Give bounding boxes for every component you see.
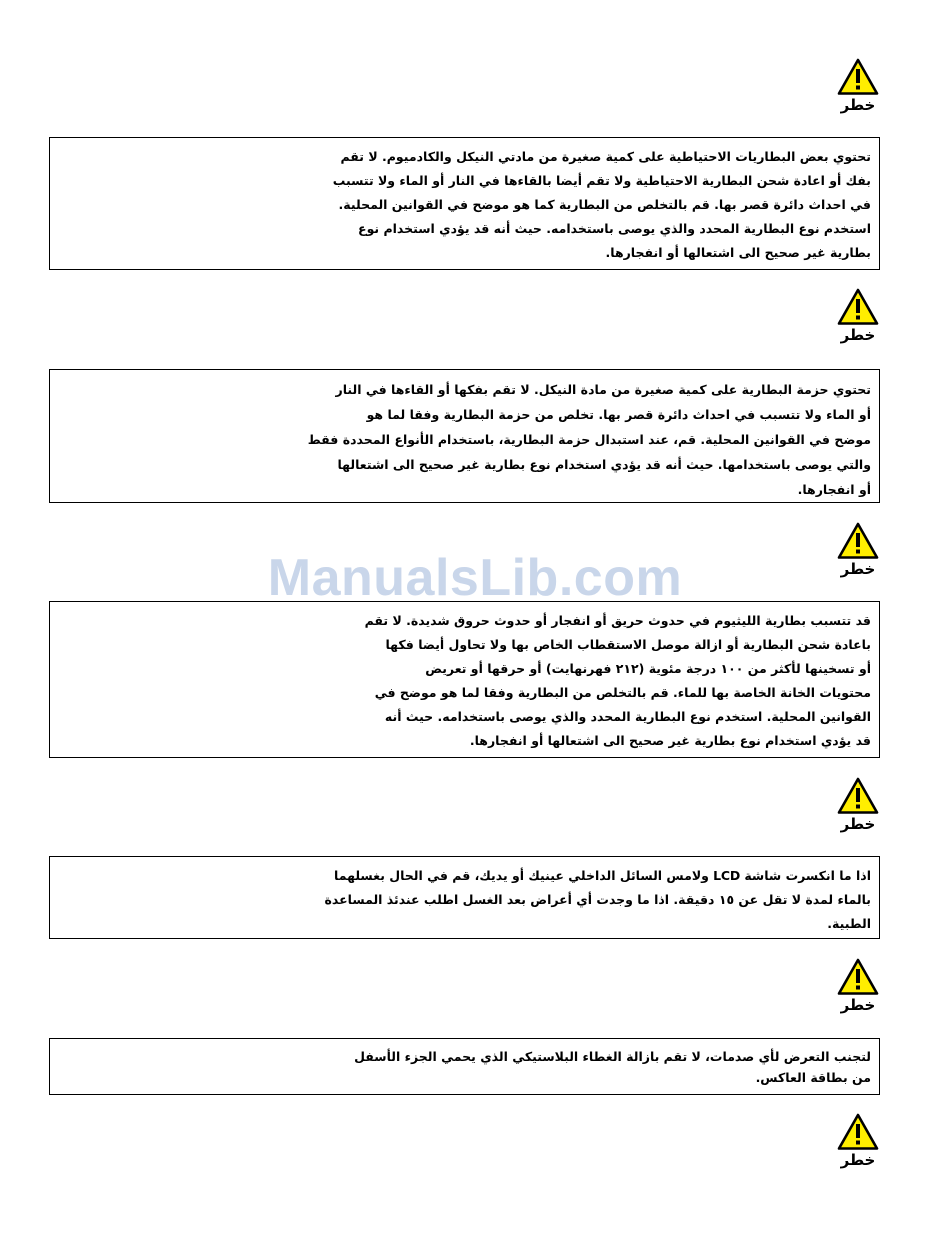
warning-triangle-icon [837, 288, 879, 326]
danger-label: خطر [840, 96, 876, 114]
notice-box-1 [49, 137, 880, 270]
notice-line: قد يؤدي استخدام نوع بطارية غير صحيح الى اشتعالها أو انفجارها. [469, 733, 871, 748]
notice-line: أو الماء ولا تتسبب في احداث دائرة قصر بها. تخلص من حزمة البطارية وفقا لما هو [366, 407, 871, 422]
notice-line: تحتوي حزمة البطارية على كمية صغيرة من مادة النيكل. لا تقم بفكها أو القاءها في النار [335, 382, 871, 397]
danger-warning-3 [836, 522, 880, 577]
notice-line: اذا ما انكسرت شاشة LCD ولامس السائل الداخلي عينيك أو يديك، قم في الحال بغسلهما [334, 868, 871, 883]
danger-label: خطر [840, 560, 876, 578]
notice-line: الطبية. [827, 916, 871, 931]
notice-box-2 [49, 369, 880, 503]
notice-line: استخدم نوع البطارية المحدد والذي يوصى باستخدامه. حيث أنه قد يؤدي استخدام نوع [358, 221, 871, 236]
danger-warning-1 [836, 58, 880, 113]
notice-line: تحتوي بعض البطاريات الاحتياطية على كمية صغيرة من مادتي النيكل والكادميوم. لا تقم [340, 149, 871, 164]
notice-line: بفك أو اعادة شحن البطارية الاحتياطية ولا تقم أيضا بالقاءها في النار أو الماء ولا تتسبب [332, 173, 871, 188]
notice-line: موضح في القوانين المحلية. قم، عند استبدال حزمة البطارية، باستخدام الأنواع المحددة فقط [307, 432, 871, 447]
danger-warning-2 [836, 288, 880, 343]
notice-line: قد تتسبب بطارية الليثيوم في حدوث حريق أو انفجار أو حدوث حروق شديدة. لا تقم [364, 613, 871, 628]
notice-line: باعادة شحن البطارية أو ازالة موصل الاستقطاب الخاص بها ولا تحاول أيضا فكها [385, 637, 871, 652]
warning-triangle-icon [837, 958, 879, 996]
danger-label: خطر [840, 1151, 876, 1169]
notice-line: محتويات الخانة الخاصة بها للماء. قم بالتخلص من البطارية وفقا لما هو موضح في [374, 685, 871, 700]
danger-warning-5 [836, 958, 880, 1013]
notice-line: لتجنب التعرض لأي صدمات، لا تقم بازالة الغطاء البلاستيكي الذي يحمي الجزء الأسفل [354, 1049, 871, 1064]
notice-box-3 [49, 601, 880, 758]
notice-line: القوانين المحلية. استخدم نوع البطارية المحدد والذي يوصى باستخدامه. حيث أنه [384, 709, 871, 724]
notice-line: بالماء لمدة لا تقل عن ١٥ دقيقة. اذا ما وجدت أي أعراض بعد الغسل اطلب عندئذ المساعدة [324, 892, 871, 907]
danger-warning-6 [836, 1113, 880, 1168]
warning-triangle-icon [837, 1113, 879, 1151]
danger-label: خطر [840, 326, 876, 344]
warning-triangle-icon [837, 58, 879, 96]
notice-line: والتي يوصى باستخدامها. حيث أنه قد يؤدي استخدام نوع بطارية غير صحيح الى اشتعالها [337, 457, 871, 472]
notice-line: من بطاقة العاكس. [755, 1070, 871, 1085]
danger-label: خطر [840, 815, 876, 833]
danger-label: خطر [840, 996, 876, 1014]
watermark: ManualsLib.com [267, 549, 683, 607]
warning-triangle-icon [837, 522, 879, 560]
notice-line: بطارية غير صحيح الى اشتعالها أو انفجارها. [605, 245, 871, 260]
notice-line: أو تسخينها لأكثر من ١٠٠ درجة مئوية (٢١٢ فهرنهايت) أو حرقها أو تعريض [425, 661, 871, 676]
danger-warning-4 [836, 777, 880, 832]
notice-box-4 [49, 856, 880, 939]
notice-line: أو انفجارها. [797, 482, 871, 497]
notice-line: في احداث دائرة قصر بها. قم بالتخلص من البطارية كما هو موضح في القوانين المحلية. [338, 197, 871, 212]
warning-triangle-icon [837, 777, 879, 815]
notice-box-5 [49, 1038, 880, 1095]
